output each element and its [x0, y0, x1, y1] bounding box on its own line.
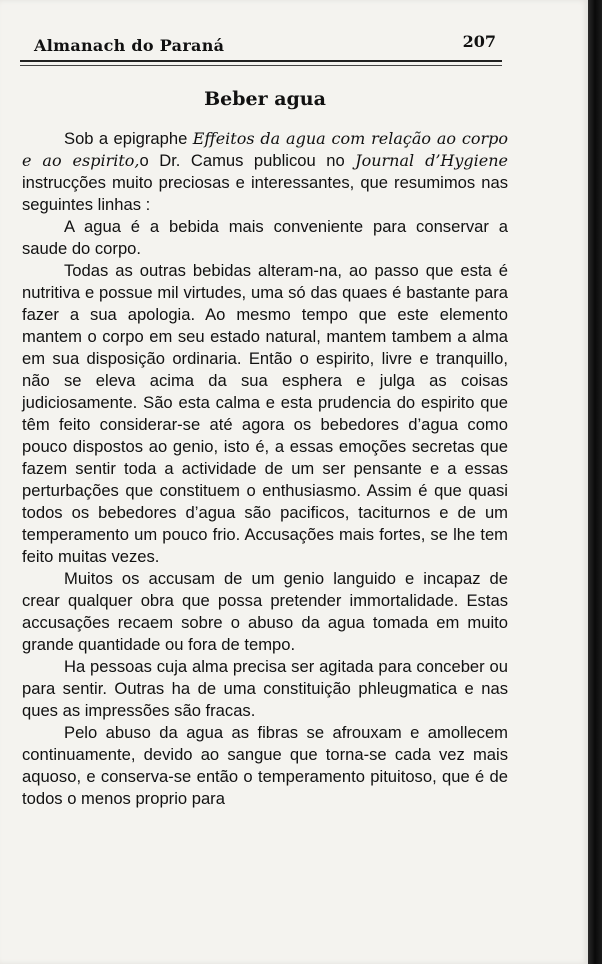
- paragraph-1: [22, 128, 508, 216]
- page-header: [34, 32, 504, 60]
- article-title: Beber agua: [204, 88, 326, 110]
- paragraph-6: Pelo abuso da agua as fibras se afrouxam e amollecem continuamente, devido ao sangue que torna-se cada vez mais aquoso, e conserva-se então o temperamento pituitoso, que é de todos o menos proprio para: [22, 723, 508, 808]
- paragraph-1-intro: Sob a epigraphe: [64, 129, 193, 148]
- header-rule-thin: [20, 65, 502, 66]
- italic-title-effeitos: Effeitos da agua com relação ao corpo e ao espirito,: [22, 129, 508, 170]
- italic-journal-name: Journal d’Hygiene: [355, 151, 508, 170]
- paragraph-2: A agua é a bebida mais conveniente para conservar a saude do corpo.: [22, 217, 508, 258]
- header-rule-thick: [20, 60, 502, 62]
- page-number: 207: [462, 32, 496, 51]
- running-title: Almanach do Paraná: [34, 36, 225, 55]
- scan-page-edge: [588, 0, 602, 964]
- paragraph-1-end: instrucções muito preciosas e interessantes, que resumimos nas seguintes linhas :: [22, 173, 508, 214]
- paragraph-1-middle: o Dr. Camus publicou no: [139, 151, 356, 170]
- paragraph-4: Muitos os accusam de um genio languido e incapaz de crear qualquer obra que possa pretender immortalidade. Estas accusações recaem sobre o abuso da agua tomada em muito grande quantidade ou fora de tempo.: [22, 569, 508, 654]
- paragraph-5: Ha pessoas cuja alma precisa ser agitada para conceber ou para sentir. Outras ha de uma constituição phleugmatica e nas ques as impressões são fracas.: [22, 657, 508, 720]
- article-body: [22, 128, 508, 810]
- paragraph-3: Todas as outras bebidas alteram-na, ao passo que esta é nutritiva e possue mil virtudes, uma só das quaes é bastante para fazer a sua apologia. Ao mesmo tempo que este elemento mantem o corpo em seu estado natural, mantem tambem a alma em sua disposição ordinaria. Então o espirito, livre e tranquillo, não se eleva acima da sua esphera e julga as coisas judiciosamente. São esta calma e esta prudencia do espirito que têm feito considerar-se até agora os bebedores d’agua como pouco dispostos ao genio, isto é, a essas emoções secretas que fazem sentir toda a actividade de um ser pensante e a essas perturbações que constituem o enthusiasmo. Assim é que quasi todos os bebedores d’agua são pacificos, taciturnos e de um temperamento um pouco frio. Accusações mais fortes, se lhe tem feito muitas vezes.: [22, 261, 508, 566]
